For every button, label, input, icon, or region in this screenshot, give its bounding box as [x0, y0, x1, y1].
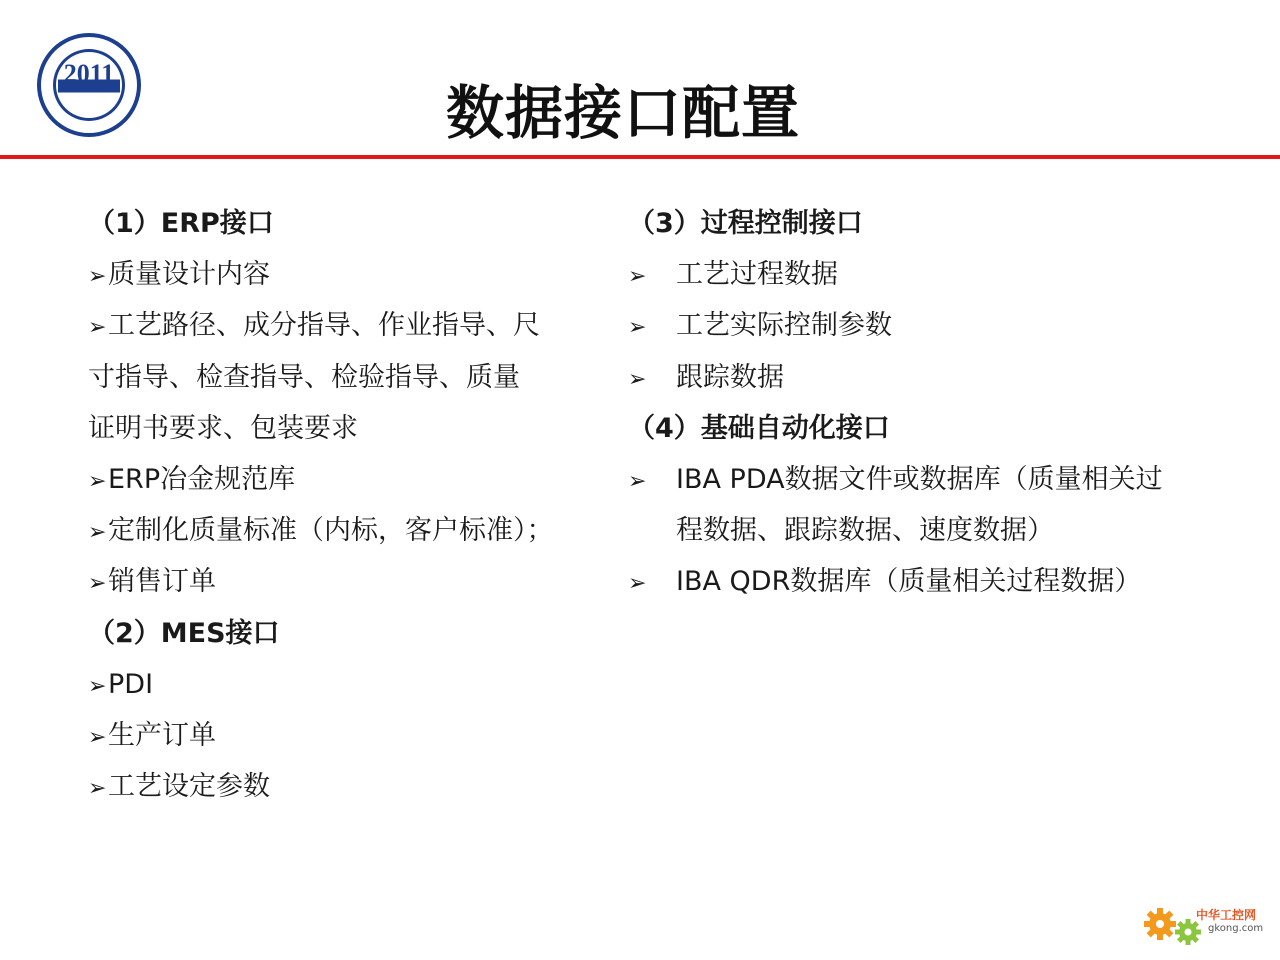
- list-item: [628, 249, 1248, 300]
- page-title: 数据接口配置: [445, 79, 800, 147]
- section-heading: [628, 198, 1248, 249]
- list-item: [88, 352, 608, 403]
- line-text: 质量设计内容: [108, 259, 270, 291]
- list-item: [628, 352, 1248, 403]
- line-text: 生产订单: [108, 719, 216, 751]
- line-text: （2）MES接口: [88, 617, 280, 649]
- line-text: 程数据、跟踪数据、速度数据）: [676, 515, 1054, 547]
- logo-abbr: NEU: [74, 91, 104, 106]
- list-item: [628, 556, 1248, 607]
- list-item: [88, 505, 608, 556]
- line-text: 证明书要求、包装要求: [88, 412, 358, 444]
- list-item: [88, 300, 608, 351]
- line-text: ERP冶金规范库: [108, 463, 296, 495]
- watermark-text: 中华工控网: [1196, 908, 1257, 922]
- left-column: [88, 198, 608, 812]
- arrow-bullet-icon: ➢: [88, 673, 107, 699]
- list-item: [88, 659, 608, 710]
- line-text: 工艺路径、成分指导、作业指导、尺: [108, 310, 540, 342]
- line-text: 跟踪数据: [676, 361, 784, 393]
- arrow-bullet-icon: ➢: [628, 571, 647, 597]
- arrow-bullet-icon: ➢: [628, 264, 647, 290]
- list-item: [88, 403, 608, 454]
- line-text: （3）过程控制接口: [628, 208, 863, 239]
- arrow-bullet-icon: ➢: [88, 264, 107, 290]
- line-text: 定制化质量标准（内标，客户标准）；: [108, 515, 554, 547]
- arrow-bullet-icon: ➢: [88, 468, 107, 494]
- arrow-bullet-icon: ➢: [628, 366, 647, 392]
- list-item: [628, 300, 1248, 351]
- arrow-bullet-icon: ➢: [88, 776, 107, 802]
- arrow-bullet-icon: ➢: [88, 520, 107, 546]
- arrow-bullet-icon: ➢: [628, 468, 647, 494]
- line-text: 工艺实际控制参数: [676, 310, 892, 342]
- arrow-bullet-icon: ➢: [628, 315, 647, 341]
- line-text: 工艺过程数据: [676, 259, 838, 291]
- list-item: [628, 454, 1248, 505]
- list-item: [88, 710, 608, 761]
- title-divider: [0, 155, 1280, 159]
- line-text: IBA QDR数据库（质量相关过程数据）: [676, 566, 1142, 598]
- logo-year: 2011: [63, 59, 115, 88]
- line-text: IBA PDA数据文件或数据库（质量相关过: [676, 463, 1163, 495]
- list-item: [88, 454, 608, 505]
- section-heading: [88, 198, 608, 249]
- right-column: [628, 198, 1248, 608]
- arrow-bullet-icon: ➢: [88, 315, 107, 341]
- line-text: PDI: [108, 668, 154, 700]
- list-item: [88, 249, 608, 300]
- line-text: （4）基础自动化接口: [628, 412, 890, 444]
- list-item: [88, 761, 608, 812]
- arrow-bullet-icon: ➢: [88, 571, 107, 597]
- list-item: [628, 505, 1248, 556]
- list-item: [88, 556, 608, 607]
- watermark-url: gkong.com: [1208, 923, 1264, 934]
- line-text: 工艺设定参数: [108, 771, 270, 803]
- arrow-bullet-icon: ➢: [88, 724, 107, 750]
- line-text: 寸指导、检查指导、检验指导、质量: [88, 361, 520, 393]
- line-text: （1）ERP接口: [88, 208, 274, 239]
- section-heading: [628, 403, 1248, 454]
- line-text: 销售订单: [108, 566, 216, 598]
- section-heading: [88, 608, 608, 659]
